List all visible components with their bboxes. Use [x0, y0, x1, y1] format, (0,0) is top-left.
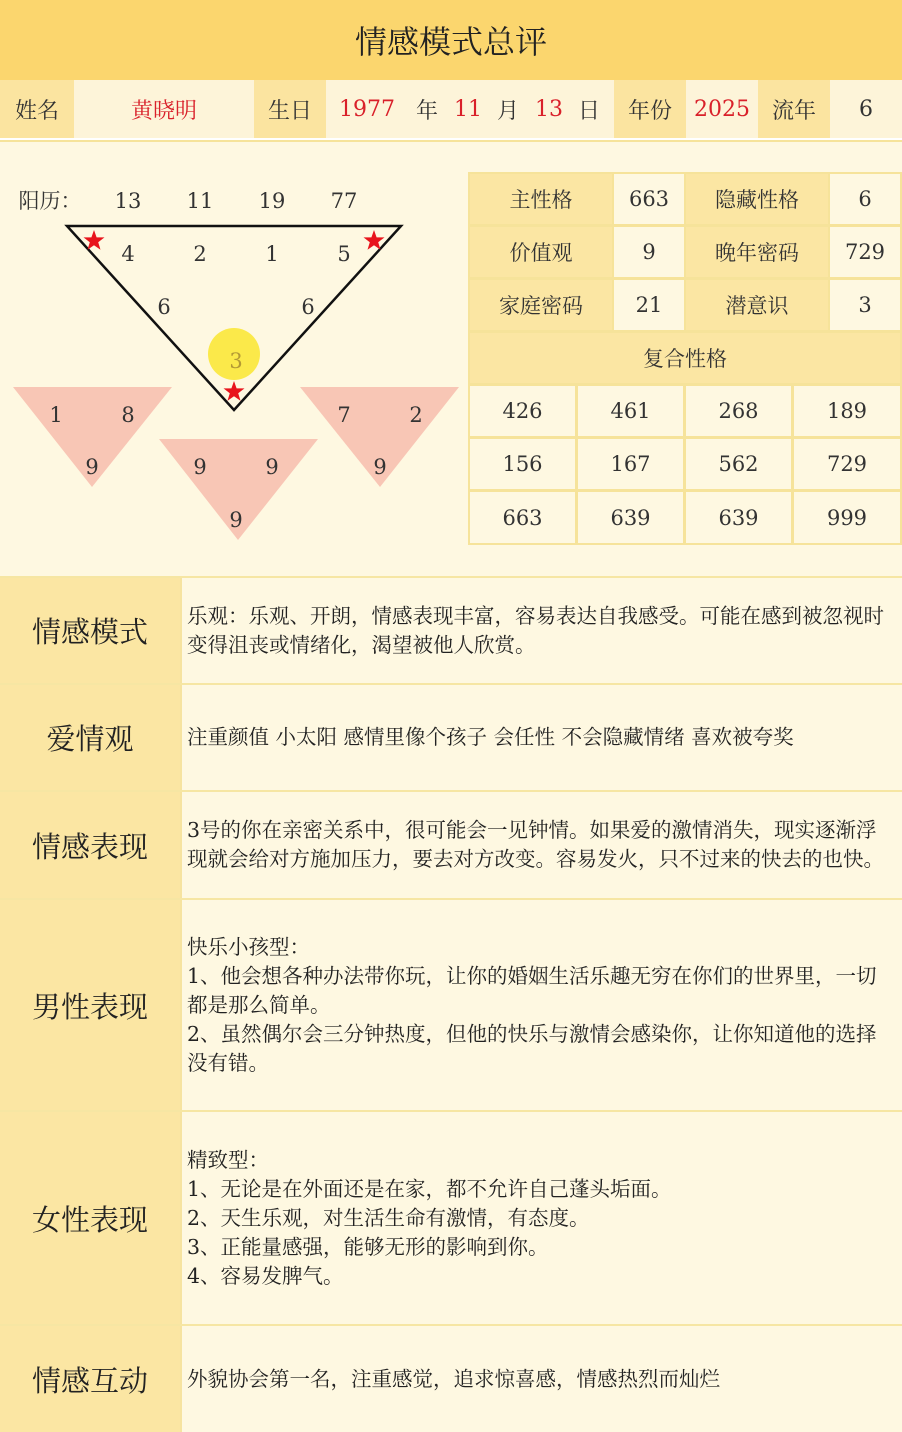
section-line: 快乐小孩型：	[187, 934, 310, 959]
section-text: 注重颜值 小太阳 感情里像个孩子 会任性 不会隐藏情绪 喜欢被夸奖	[187, 725, 794, 749]
section-line: 1、他会想各种办法带你玩，让你的婚姻生活乐趣无穷在你们的世界里，一切都是那么简单。	[187, 963, 877, 1017]
top-num-2: 11	[186, 189, 214, 213]
numerology-board	[0, 142, 902, 576]
solar-label: 阳历：	[18, 189, 82, 213]
section-label: 情感模式	[0, 578, 182, 683]
birth-month: 11	[454, 96, 483, 122]
year-value: 2025	[686, 80, 758, 138]
bottom-star-icon	[224, 381, 245, 401]
section-text: 外貌协会第一名，注重感觉，追求惊喜感，情感热烈而灿烂	[187, 1366, 720, 1391]
late-value: 729	[830, 227, 900, 277]
section-label: 情感互动	[0, 1326, 182, 1432]
top-num-4: 77	[330, 189, 358, 213]
top-num-3: 19	[258, 189, 286, 213]
values-label: 价值观	[470, 227, 612, 277]
right-tri-num-3: 9	[373, 455, 387, 479]
right-tri-num-1: 7	[337, 403, 351, 427]
birth-value	[326, 80, 614, 138]
birth-label: 生日	[254, 80, 326, 138]
late-label: 晚年密码	[686, 227, 828, 277]
section-content	[182, 1112, 902, 1324]
row2-num-1: 4	[121, 242, 135, 266]
right-tri-num-2: 2	[409, 403, 423, 427]
composite-cell: 639	[686, 492, 791, 543]
composite-label: 复合性格	[470, 333, 900, 383]
section-emotion-expression	[0, 790, 902, 898]
composite-cell: 639	[578, 492, 683, 543]
day-unit: 日	[578, 98, 601, 124]
section-line: 精致型：	[187, 1147, 269, 1172]
main-label: 主性格	[470, 174, 612, 224]
month-unit: 月	[497, 98, 520, 124]
year-unit: 年	[416, 98, 439, 124]
row2-num-4: 5	[337, 242, 351, 266]
mid-tri-num-1: 9	[193, 455, 207, 479]
year-label: 年份	[614, 80, 686, 138]
values-value: 9	[614, 227, 684, 277]
info-bar	[0, 80, 902, 142]
left-tri-num-2: 8	[121, 403, 135, 427]
section-male-expression	[0, 898, 902, 1110]
section-line: 2、天生乐观，对生活生命有激情，有态度。	[187, 1205, 590, 1230]
sub-label: 潜意识	[686, 280, 828, 330]
left-tri-num-3: 9	[85, 455, 99, 479]
composite-cell: 461	[578, 386, 683, 436]
section-emotion-mode	[0, 576, 902, 683]
section-content	[182, 578, 902, 683]
composite-cell: 663	[470, 492, 575, 543]
section-text: 3号的你在亲密关系中，很可能会一见钟情。如果爱的激情消失，现实逐渐浮现就会给对方施加压力，要去对方改变。容易发火，只不过来的快去的也快。	[187, 818, 884, 871]
personality-table	[468, 172, 902, 545]
section-label: 女性表现	[0, 1112, 182, 1324]
section-content	[182, 1326, 902, 1432]
section-content	[182, 792, 902, 898]
section-line: 4、容易发脾气。	[187, 1263, 344, 1288]
flow-value: 6	[830, 80, 902, 138]
name-label: 姓名	[0, 80, 74, 138]
section-line: 2、虽然偶尔会三分钟热度，但他的快乐与激情会感染你，让你知道他的选择没有错。	[187, 1021, 877, 1075]
left-tri-num-1: 1	[49, 403, 63, 427]
section-content	[182, 900, 902, 1110]
birth-day: 13	[535, 96, 564, 122]
composite-cell: 999	[794, 492, 900, 543]
composite-cell: 189	[794, 386, 900, 436]
family-value: 21	[614, 280, 684, 330]
sub-value: 3	[830, 280, 900, 330]
hidden-value: 6	[830, 174, 900, 224]
top-num-1: 13	[114, 189, 142, 213]
row2-num-3: 1	[265, 242, 279, 266]
hidden-label: 隐藏性格	[686, 174, 828, 224]
section-line: 3、正能量感强，能够无形的影响到你。	[187, 1234, 549, 1259]
section-label: 爱情观	[0, 685, 182, 790]
name-value: 黄晓明	[74, 80, 254, 138]
row2-num-2: 2	[193, 242, 207, 266]
composite-cell: 562	[686, 439, 791, 489]
section-label: 男性表现	[0, 900, 182, 1110]
section-emotion-interaction	[0, 1324, 902, 1432]
section-text: 乐观：乐观、开朗，情感表现丰富，容易表达自我感受。可能在感到被忽视时变得沮丧或情绪化，渴望被他人欣赏。	[187, 603, 884, 657]
family-label: 家庭密码	[470, 280, 612, 330]
composite-cell: 729	[794, 439, 900, 489]
composite-cell: 167	[578, 439, 683, 489]
section-line: 1、无论是在外面还是在家，都不允许自己蓬头垢面。	[187, 1176, 672, 1201]
composite-cell: 268	[686, 386, 791, 436]
page-title: 情感模式总评	[0, 0, 902, 82]
section-content	[182, 685, 902, 790]
birth-year: 1977	[339, 96, 395, 122]
row3-num-1: 6	[157, 295, 171, 319]
row3-num-2: 6	[301, 295, 315, 319]
section-love-view	[0, 683, 902, 790]
flow-label: 流年	[758, 80, 830, 138]
composite-cell: 156	[470, 439, 575, 489]
section-female-expression	[0, 1110, 902, 1324]
mid-tri-num-2: 9	[265, 455, 279, 479]
center-num: 3	[229, 349, 243, 373]
mid-tri-num-3: 9	[229, 508, 243, 532]
section-label: 情感表现	[0, 792, 182, 898]
main-value: 663	[614, 174, 684, 224]
composite-cell: 426	[470, 386, 575, 436]
